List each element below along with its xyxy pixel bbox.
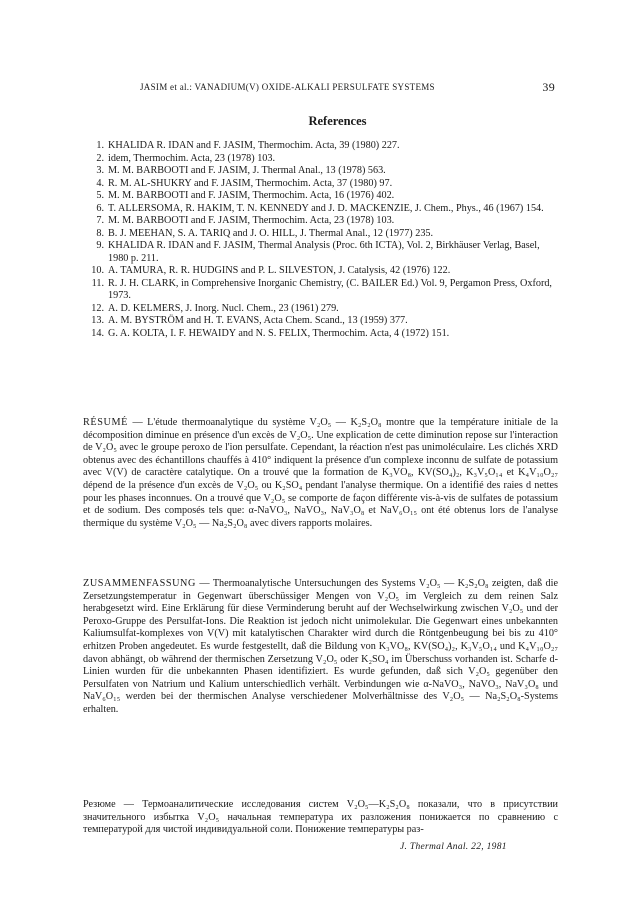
reference-text: A. M. BYSTRÖM and H. T. EVANS, Acta Chem. Scand., 13 (1959) 377. <box>108 315 408 326</box>
reference-text: T. ALLERSOMA, R. HAKIM, T. N. KENNEDY and J. D. MACKENZIE, J. Chem., Phys., 46 (1967) 154. <box>108 202 544 214</box>
reference-item <box>91 277 556 303</box>
reference-text: idem, Thermochim. Acta, 23 (1978) 103. <box>108 152 276 164</box>
references-heading: References <box>308 114 367 128</box>
running-title: JASIM et al.: VANADIUM(V) OXIDE-ALKALI PERSULFATE SYSTEMS <box>140 82 435 92</box>
zusammenfassung-abstract <box>83 578 558 717</box>
zusammenfassung-label: ZUSAMMENFASSUNG <box>83 578 196 589</box>
reference-number: 11. <box>91 277 104 289</box>
reference-number: 1. <box>96 140 104 151</box>
reference-item <box>91 327 556 341</box>
running-header <box>140 80 555 96</box>
reference-item <box>96 178 556 191</box>
reference-number: 6. <box>96 202 104 214</box>
reference-item <box>91 265 556 278</box>
reference-text: M. M. BARBOOTI and F. JASIM, Thermochim. Acta, 16 (1976) 402. <box>108 190 395 201</box>
reference-item <box>91 315 556 328</box>
reference-text: R. M. AL-SHUKRY and F. JASIM, Thermochim. Acta, 37 (1980) 97. <box>108 177 393 189</box>
reference-text: KHALIDA R. IDAN and F. JASIM, Thermochim. Acta, 39 (1980) 227. <box>108 140 400 151</box>
reference-item <box>96 190 556 203</box>
reference-item <box>96 215 556 228</box>
reference-item <box>96 140 556 153</box>
reference-text: R. J. H. CLARK, in Comprehensive Inorganic Chemistry, (C. BAILER Ed.) Vol. 9, Pergamon Press, Oxford, 1973. <box>108 277 552 301</box>
reference-text: M. M. BARBOOTI and F. JASIM, Thermochim. Acta, 23 (1978) 103. <box>108 215 395 226</box>
resume-text: — L'étude thermoanalytique du système V₂O₅ — K₂S₂O₈ montre que la température initiale de la décomposition diminue en présence d'un excès de V₂O₅. Une explication de cette diminution repose sur l'interaction de V₂O₅ avec le groupe peroxo de l'ion persulfate. Cependant, la réaction n'est pas unimoléculaire. Les clichés XRD obtenus avec des échantillons chauffés à 410° indiquent la présence d'un complexe inconnu de sulfate de potassium avec V(V) de caractère catalytique. On a trouvé que la formation de K₃VO₈, KV(SO₄)₂, K₃V₅O₁₄ et K₄V₁₀O₂₇ dépend de la présence d'un excès de V₂O₅ ou K₂SO₄ pendant l'analyse thermique. On a identifié des raies d nettes pour les phases inconnues. On a trouvé que V₂O₅ se comporte de façon différente vis-à-vis de sulfates de potassium et de sodium. Des composés tels que: α-NaVO₃, NaVO₃, NaV₃O₈ et NaV₆O₁₅ ont été obtenus lors de l'analyse thermique du système V₂O₅ — Na₂S₂O₈ avec divers rapports molaires. <box>83 417 558 529</box>
resume-abstract <box>83 417 558 530</box>
reference-text: A. D. KELMERS, J. Inorg. Nucl. Chem., 23 (1961) 279. <box>108 302 339 314</box>
page-number: 39 <box>542 80 555 94</box>
reference-text: G. A. KOLTA, I. F. HEWAIDY and N. S. FELIX, Thermochim. Acta, 4 (1972) 151. <box>108 327 450 339</box>
reference-number: 2. <box>96 152 104 164</box>
reference-text: M. M. BARBOOTI and F. JASIM, J. Thermal Anal., 13 (1978) 563. <box>108 165 386 176</box>
journal-citation: J. Thermal Anal. 22, 1981 <box>400 842 507 852</box>
reference-number: 3. <box>96 165 104 176</box>
reference-item <box>96 203 556 216</box>
reference-number: 14. <box>91 327 104 339</box>
reference-text: B. J. MEEHAN, S. A. TARIQ and J. O. HILL, J. Thermal Anal., 12 (1977) 235. <box>108 227 434 239</box>
reference-item <box>96 153 556 166</box>
reference-item <box>96 165 556 178</box>
russian-text: — Термоаналитические исследования систем V₂O₅—K₂S₂O₈ показали, что в присутствии значительного избытка V₂O₅ начальная температура их разложения понижается по сравнению с температурой для чистой индивидуальной соли. Понижение температуры раз- <box>83 799 558 836</box>
russian-abstract <box>83 799 558 837</box>
reference-text: KHALIDA R. IDAN and F. JASIM, Thermal Analysis (Proc. 6th ICTA), Vol. 2, Birkhäuser Verlag, Basel, 1980 p. 211. <box>108 240 540 264</box>
reference-number: 5. <box>96 190 104 201</box>
reference-item <box>96 240 556 265</box>
reference-number: 13. <box>91 315 104 326</box>
reference-item <box>91 302 556 316</box>
reference-number: 4. <box>96 177 104 189</box>
reference-number: 8. <box>96 227 104 239</box>
reference-number: 10. <box>91 265 104 276</box>
russian-label: Резюме <box>83 799 116 810</box>
zusammenfassung-text: — Thermoanalytische Untersuchungen des Systems V₂O₅ — K₂S₂O₈ zeigten, daß die Zersetzungstemperatur in Gegenwart überschüssiger Mengen von V₂O₅ im Vergleich zu dem reinen Salz herabgesetzt wird. Eine Erklärung für diese Verminderung beruht auf der Wechselwirkung zwischen V₂O₅ und der Peroxo-Gruppe des Persulfat-Ions. Die Reaktion ist jedoch nicht unimolekular. Die Gegenwart eines unbekannten Kaliumsulfat-komplexes von V(V) mit katalytischen Charakter wird durch die Röntgenbeugung bei bis zu 410° erhitzen Proben angedeutet. Es wurde festgestellt, daß die Bildung von K₃VO₈, KV(SO₄)₂, K₃V₅O₁₄ und K₄V₁₀O₂₇ davon abhängt, ob während der thermischen Zersetzung V₂O₅ oder K₂SO₄ im Überschuss vorhanden ist. Scharfe d-Linien wurden für die unbekannten Phasen identifiziert. Es wurde gefunden, daß sich V₂O₅ gegenüber den Persulfaten von Natrium und Kalium unterschiedlich verhält. Verbindungen wie α-NaVO₃, NaVO₃, NaV₃O₈ und NaV₆O₁₅ werden bei der thermischen Analyse verschiedener Molverhältnisse des V₂O₅ — Na₂S₂O₈-Systems erhalten. <box>83 578 558 715</box>
references-list <box>91 140 556 340</box>
reference-number: 9. <box>96 240 104 251</box>
reference-item <box>96 228 556 241</box>
reference-number: 7. <box>96 215 104 226</box>
resume-label: RÉSUMÉ <box>83 417 128 428</box>
reference-number: 12. <box>91 302 104 314</box>
reference-text: A. TAMURA, R. R. HUDGINS and P. L. SILVESTON, J. Catalysis, 42 (1976) 122. <box>108 265 451 276</box>
